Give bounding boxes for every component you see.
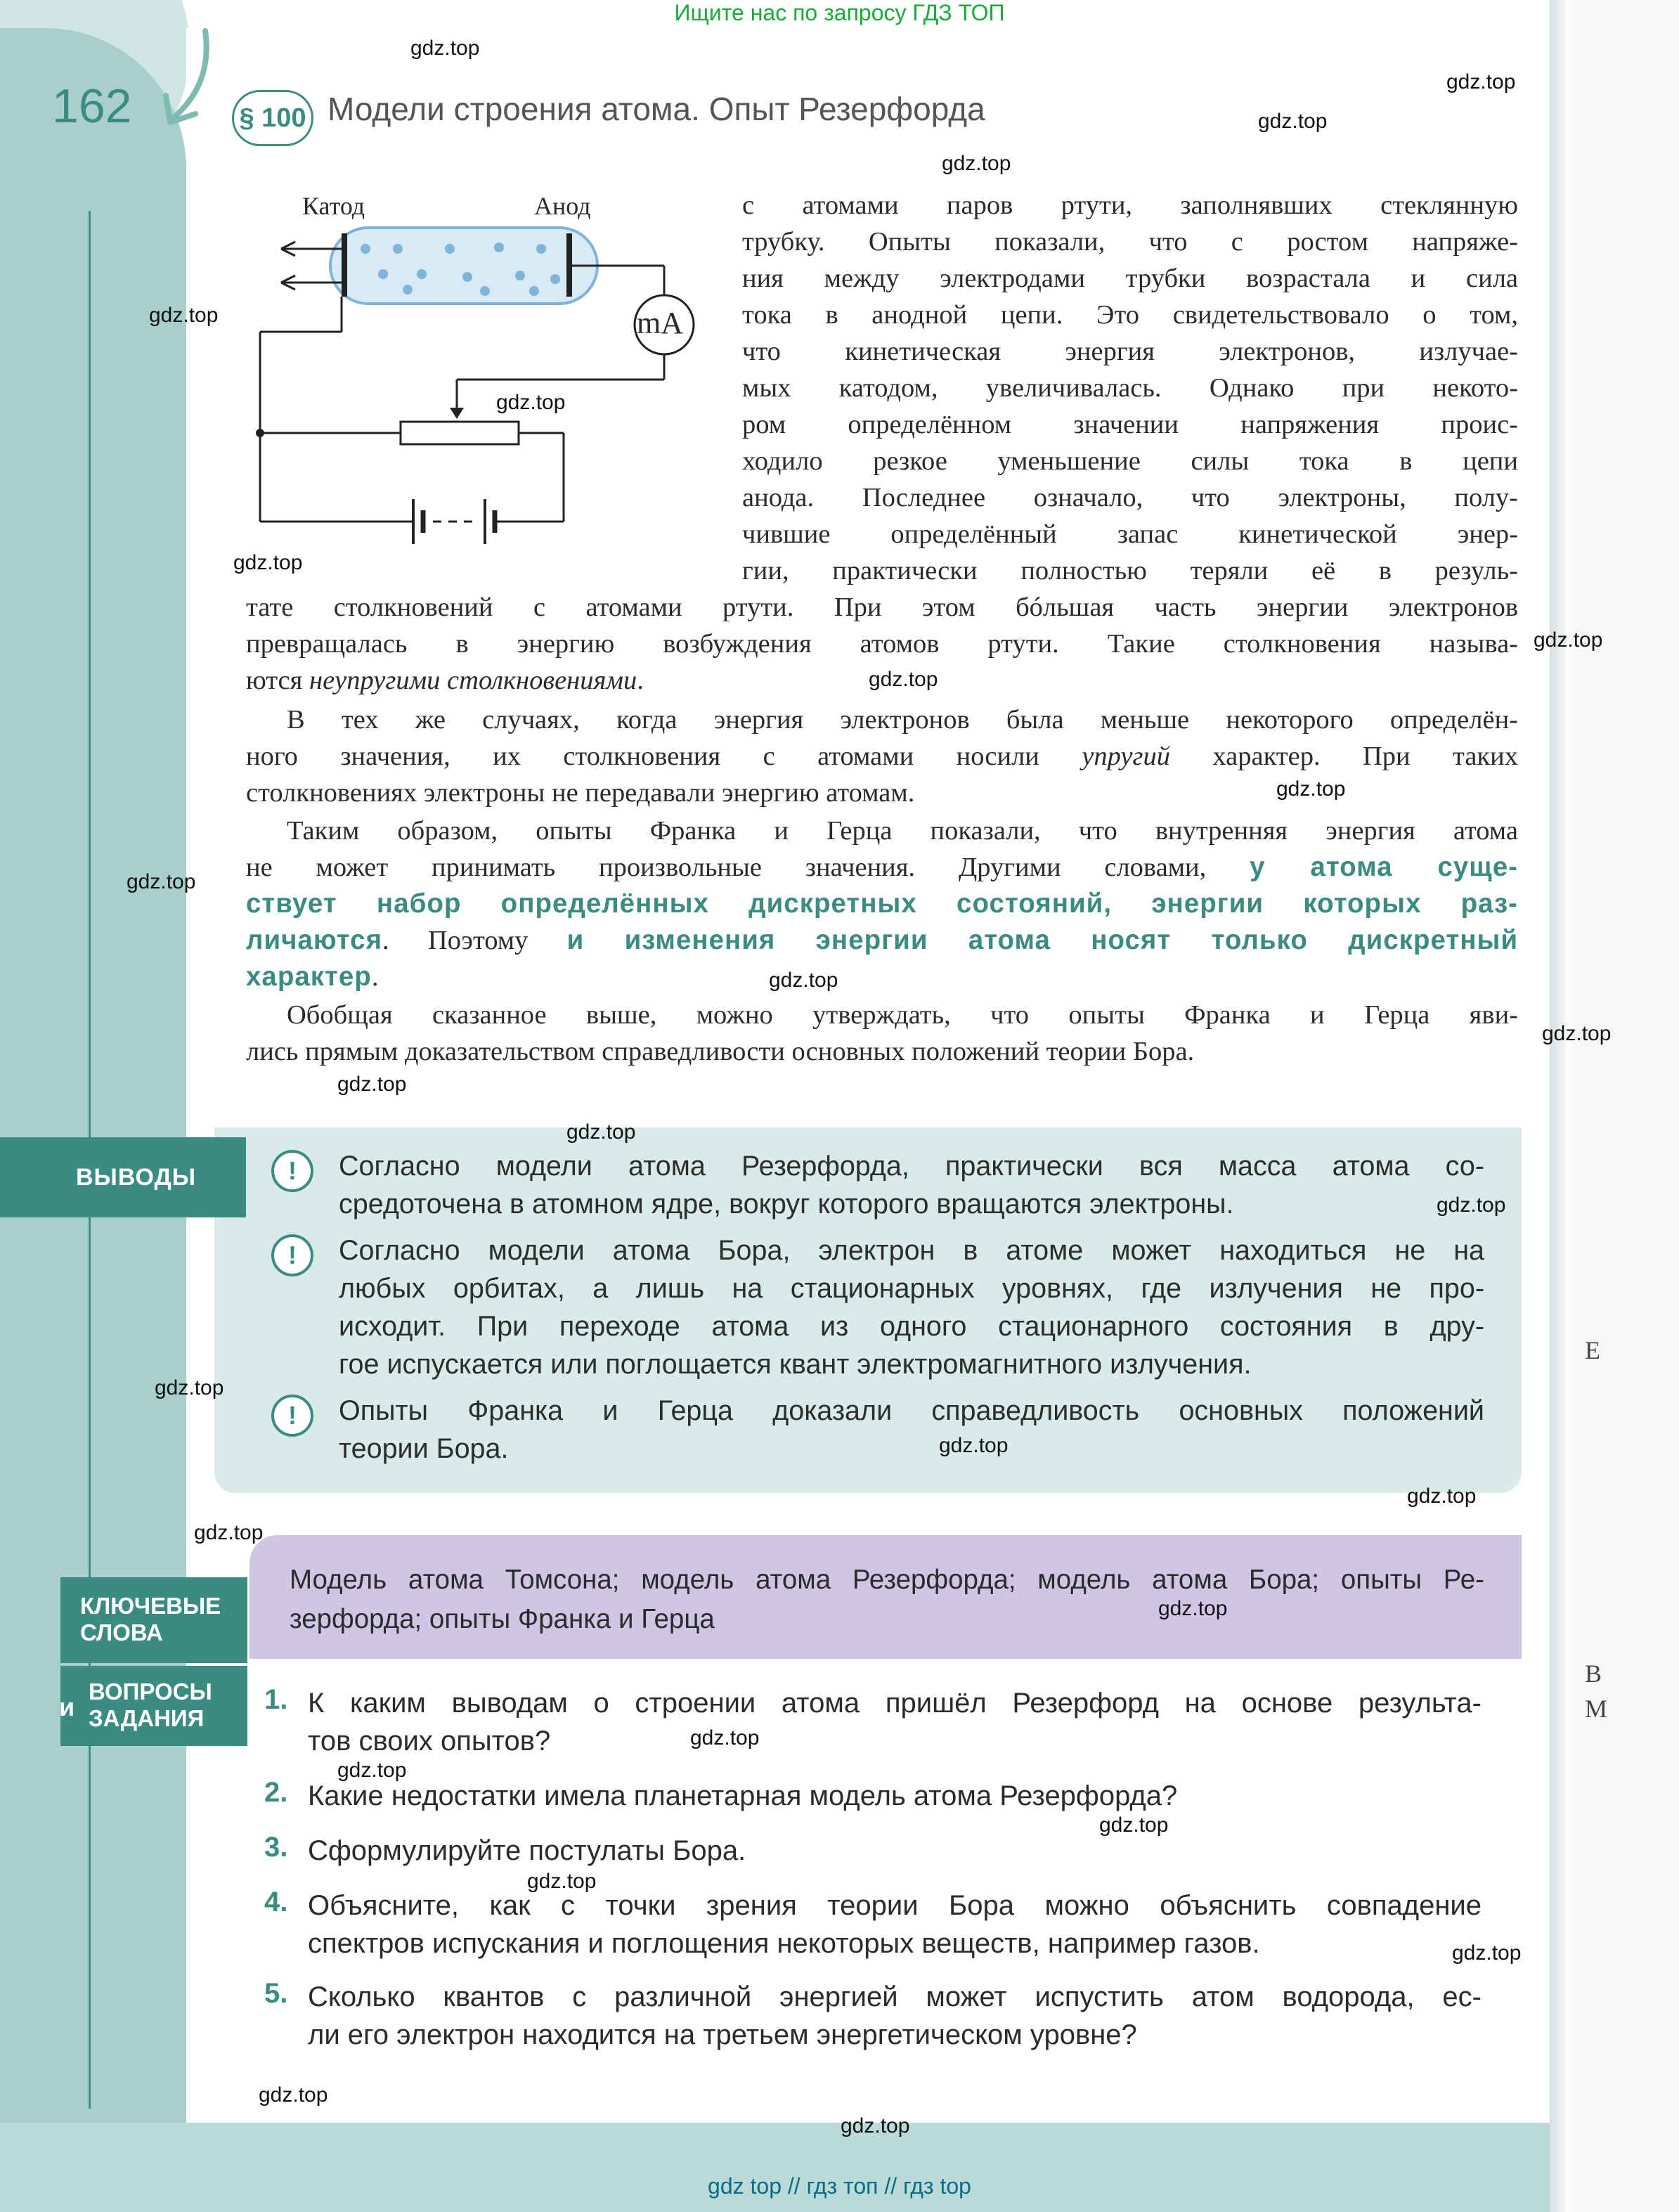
text-line: тока в анодной цепи. Это свидетельствовало о том, — [742, 300, 1518, 330]
watermark[interactable]: gdz.top — [942, 152, 1011, 175]
watermark[interactable]: gdz.top — [1258, 110, 1328, 133]
keywords-line: Модель атома Томсона; модель атома Резерфорда; модель атома Бора; опыты Ре- — [290, 1565, 1484, 1595]
text-line: превращалась в энергию возбуждения атомов ртути. Такие столкновения называ- — [246, 629, 1518, 659]
text-span: ного значения, их столкновения с атомами носили — [246, 742, 1082, 771]
text-line: гии, практически полностью теряли её в резуль- — [742, 556, 1518, 586]
watermark[interactable]: gdz.top — [1542, 1022, 1612, 1045]
question-text: Сколько квантов с различной энергией может испустить атом водорода, ес- — [308, 1981, 1482, 2012]
highlight-text: личаются — [246, 925, 383, 955]
question-text: К каким выводам о строении атома пришёл Резерфорд на основе результа- — [308, 1688, 1482, 1719]
question-text: тов своих опытов? — [308, 1726, 551, 1757]
text-line: ром определённом значении напряжения проис- — [742, 410, 1518, 439]
watermark[interactable]: gdz.top — [149, 304, 219, 327]
watermark[interactable]: gdz.top — [1437, 1194, 1506, 1217]
highlight-text: ствует набор определённых дискретных состояний, энергии которых раз- — [246, 888, 1518, 919]
conclusion-line: средоточена в атомном ядре, вокруг которого вращаются электроны. — [339, 1189, 1234, 1220]
text-line: столкновениях электроны не передавали энергию атомам. — [246, 778, 915, 808]
questions-label-line: ВОПРОСЫ — [89, 1679, 212, 1705]
question-number: 4. — [264, 1887, 288, 1917]
keywords-label-line: КЛЮЧЕВЫЕ — [80, 1593, 221, 1619]
watermark[interactable]: gdz.top — [496, 391, 566, 414]
text-line: анода. Последнее означало, что электроны, полу- — [742, 483, 1518, 512]
text-span: характер. При таких — [1170, 742, 1518, 771]
questions-label-line: ЗАДАНИЯ — [89, 1705, 205, 1731]
watermark[interactable]: gdz.top — [1452, 1941, 1522, 1965]
text-line: тате столкновений с атомами ртути. При этом бóльшая часть энергии электронов — [246, 593, 1518, 622]
highlight-text: и изменения энергии атома носят только дискретный — [566, 925, 1518, 955]
questions-label-conj: и — [59, 1693, 75, 1721]
highlight-text: у атома суще- — [1250, 852, 1518, 882]
text-span: ются — [246, 666, 309, 695]
watermark[interactable]: gdz.top — [1534, 628, 1603, 652]
exclamation-icon: ! — [271, 1150, 313, 1192]
term-inelastic-collisions: неупругими столкновениями — [309, 666, 637, 695]
watermark[interactable]: gdz.top — [337, 1073, 407, 1096]
text-line: ходило резкое уменьшение силы тока в цепи — [742, 446, 1518, 476]
page-gutter-shadow — [1550, 0, 1571, 2212]
text-line: чившие определённый запас кинетической энер- — [742, 519, 1518, 549]
watermark[interactable]: gdz.top — [841, 2114, 910, 2137]
text-line: Таким образом, опыты Франка и Герца показали, что внутренняя энергия атома — [287, 816, 1518, 846]
conclusion-line: гое испускается или поглощается квант электромагнитного излучения. — [339, 1349, 1252, 1380]
watermark[interactable]: gdz.top — [769, 969, 838, 992]
text-line: что кинетическая энергия электронов, излучае- — [742, 337, 1518, 366]
franck-hertz-figure — [239, 184, 731, 564]
adjacent-page-edge: Е В М — [1571, 0, 1679, 2212]
watermark[interactable]: gdz.top — [690, 1726, 760, 1749]
cathode-label: Катод — [302, 192, 365, 220]
watermark[interactable]: gdz.top — [1407, 1485, 1477, 1508]
conclusion-line: Согласно модели атома Бора, электрон в атоме может находиться не на — [339, 1235, 1484, 1266]
exclamation-icon: ! — [271, 1395, 313, 1437]
question-text: спектров испускания и поглощения некоторых веществ, например газов. — [308, 1928, 1260, 1959]
term-elastic: упругий — [1082, 742, 1171, 771]
text-line — [246, 922, 1518, 959]
text-line: мых катодом, увеличивалась. Однако при некото- — [742, 373, 1518, 403]
watermark[interactable]: gdz.top — [410, 37, 480, 60]
text-span: не может принимать произвольные значения. Другими словами, — [246, 853, 1250, 882]
watermark[interactable]: gdz.top — [939, 1434, 1009, 1457]
circuit-diagram — [239, 184, 731, 564]
watermark[interactable]: gdz.top — [233, 551, 303, 574]
text-line: В тех же случаях, когда энергия электронов была меньше некоторого определён- — [287, 705, 1518, 735]
keywords-label-line: СЛОВА — [80, 1619, 163, 1645]
watermark[interactable]: gdz.top — [1099, 1813, 1169, 1837]
exclamation-icon: ! — [271, 1234, 313, 1276]
text-line — [246, 849, 1518, 886]
page-number: 162 — [52, 79, 132, 133]
question-number: 2. — [264, 1777, 288, 1808]
conclusion-line: любых орбитах, а лишь на стационарных уровнях, где излучения не про- — [339, 1273, 1484, 1304]
watermark[interactable]: gdz.top — [869, 668, 938, 691]
question-text: Объясните, как с точки зрения теории Бора можно объяснить совпадение — [308, 1890, 1482, 1921]
watermark[interactable]: gdz.top — [1276, 777, 1346, 801]
text-line: ния между электродами трубки возрастала и сила — [742, 264, 1518, 293]
watermark[interactable]: gdz.top — [259, 2083, 328, 2107]
text-line: трубку. Опыты показали, что с ростом напряже- — [742, 227, 1518, 257]
watermark[interactable]: gdz.top — [1446, 70, 1516, 93]
section-number-badge: § 100 — [232, 90, 313, 146]
text-span: . Поэтому — [382, 926, 567, 955]
question-text: Сформулируйте постулаты Бора. — [308, 1835, 746, 1866]
text-line — [246, 738, 1518, 775]
milliammeter-label: mA — [637, 306, 683, 340]
questions-label — [60, 1666, 247, 1746]
question-number: 3. — [264, 1832, 288, 1863]
top-banner[interactable]: Ищите нас по запросу ГДЗ ТОП — [674, 0, 1005, 25]
bottom-banner[interactable]: gdz top // гдз топ // гдз top — [708, 2173, 971, 2199]
conclusion-line: Опыты Франка и Герца доказали справедливость основных положений — [339, 1395, 1484, 1426]
watermark[interactable]: gdz.top — [337, 1759, 407, 1782]
keywords-text — [290, 1560, 1484, 1639]
text-line: лись прямым доказательством справедливости основных положений теории Бора. — [246, 1037, 1195, 1066]
anode-label: Анод — [534, 192, 591, 220]
watermark[interactable]: gdz.top — [155, 1376, 224, 1399]
text-line — [246, 886, 1518, 922]
text-line — [246, 959, 1518, 995]
curved-arrow-icon — [162, 28, 218, 134]
text-span: . — [637, 666, 644, 695]
watermark[interactable]: gdz.top — [194, 1521, 264, 1544]
section-title: Модели строения атома. Опыт Резерфорда — [328, 91, 985, 127]
conclusions-label: ВЫВОДЫ — [0, 1137, 246, 1217]
text-line: Обобщая сказанное выше, можно утверждать, что опыты Франка и Герца яви- — [287, 1000, 1518, 1030]
conclusion-line: исходит. При переходе атома из одного стационарного состояния в дру- — [339, 1311, 1484, 1342]
question-number: 1. — [264, 1684, 288, 1715]
watermark[interactable]: gdz.top — [566, 1120, 636, 1144]
text-line: с атомами паров ртути, заполнявших стеклянную — [742, 190, 1518, 220]
watermark[interactable]: gdz.top — [127, 870, 196, 893]
watermark[interactable]: gdz.top — [1158, 1597, 1228, 1620]
keywords-label — [60, 1577, 247, 1663]
conclusion-line: Согласно модели атома Резерфорда, практически вся масса атома со- — [339, 1151, 1484, 1182]
question-text: Какие недостатки имела планетарная модель атома Резерфорда? — [308, 1780, 1178, 1811]
question-text: ли его электрон находится на третьем энергетическом уровне? — [308, 2019, 1137, 2050]
question-number: 5. — [264, 1978, 288, 2009]
conclusion-line: теории Бора. — [339, 1433, 509, 1464]
highlight-text: характер — [246, 962, 372, 992]
text-span: . — [371, 962, 379, 992]
keywords-line: зерфорда; опыты Франка и Герца — [290, 1604, 715, 1634]
watermark[interactable]: gdz.top — [527, 1870, 597, 1893]
